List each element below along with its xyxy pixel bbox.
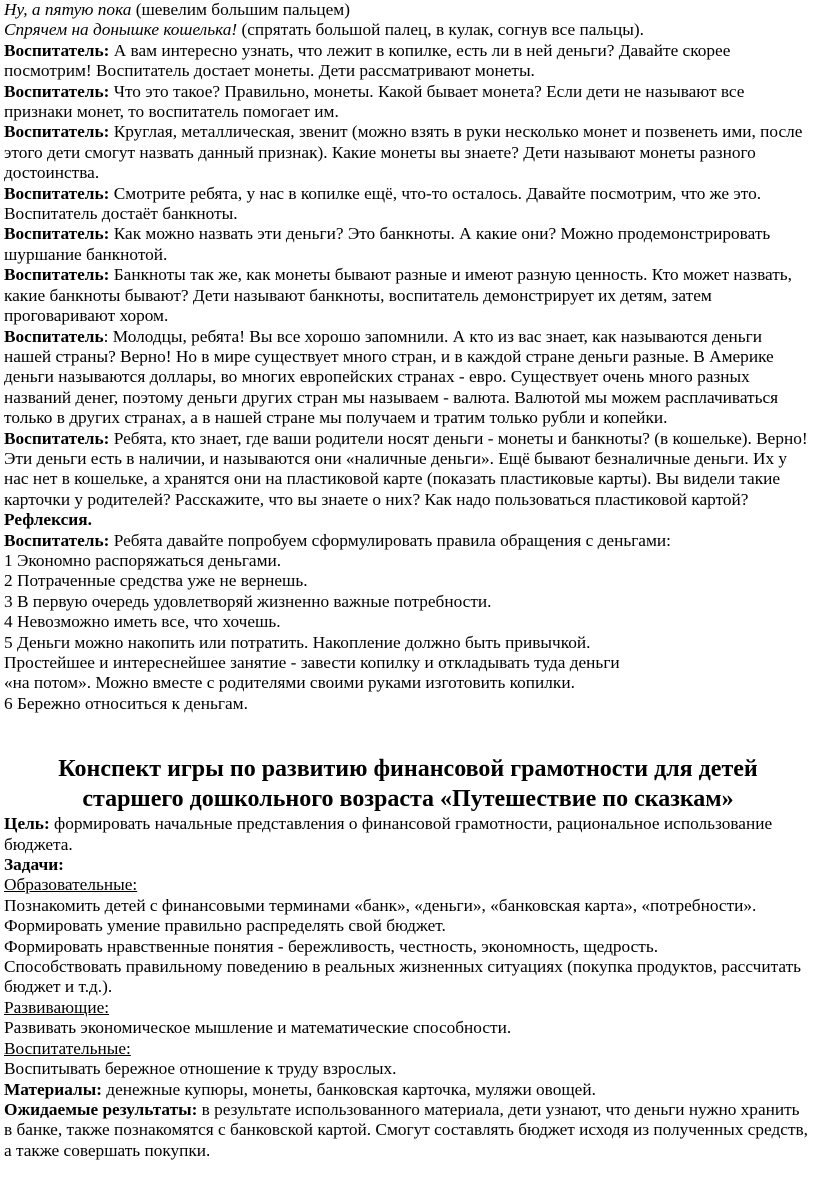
- goal-paragraph: [4, 814, 812, 855]
- educational-item: Способствовать правильному поведению в реальных жизненных ситуациях (покупка продуктов, рассчитать бюджет и т.д.).: [4, 957, 802, 997]
- results-text: в результате использованного материала, дети узнают, что деньги нужно хранить в банке, также познакомятся с банковской картой. Смогут составлять бюджет исходя из полученных средств, а также совершать покупки.: [4, 1099, 808, 1160]
- rule-item: 3 В первую очередь удовлетворяй жизненно важные потребности.: [4, 591, 492, 611]
- tasks-label: Задачи:: [4, 855, 64, 875]
- paragraph-text: Ребята, кто знает, где ваши родители носят деньги - монеты и банкноты? (в кошельке). Верно! Эти деньги есть в наличии, и называются они «наличные деньги». Ещё бывают безналичные деньги. Их у нас нет в кошельке, а хранятся они на пластиковой карте (показать пластиковые карты). Вы видели такие карточки у родителей? Расскажите, что вы знаете о них? Как надо пользоваться пластиковой картой?: [4, 428, 808, 509]
- educational-item: Познакомить детей с финансовыми терминами «банк», «деньги», «банковская карта», «потребности».: [4, 895, 757, 915]
- dialogue-paragraph: [4, 429, 812, 511]
- speaker-label: Воспитатель:: [4, 224, 110, 244]
- goal-text: формировать начальные представления о финансовой грамотности, рациональное использование бюджета.: [4, 814, 773, 854]
- speaker-label: Воспитатель: [4, 326, 104, 346]
- intro-line-2-italic: Спрячем на донышке кошелька!: [4, 20, 238, 40]
- dialogue-paragraph: [4, 122, 812, 183]
- reflection-paragraph: [4, 531, 812, 551]
- paragraph-text: : Молодцы, ребята! Вы все хорошо запомнили. А кто из вас знает, как называются деньги нашей страны? Верно! Но в мире существует много стран, и в каждой стране деньги разные. В Америке деньги называются доллары, во многих европейских странах - евро. Существует очень много разных названий денег, поэтому деньги других стран мы называем - валюта. Валютой мы можем расплачиваться только в других странах, а в нашей стране мы получаем и тратим только рубли и копейки.: [4, 326, 779, 428]
- dialogue-paragraph: [4, 327, 812, 429]
- paragraph-text: Круглая, металлическая, звенит (можно взять в руки несколько монет и позвенеть ими, после этого дети смогут назвать данный признак). Какие монеты вы знаете? Дети называют монеты разного достоинства.: [4, 122, 803, 183]
- goal-label: Цель:: [4, 814, 50, 834]
- results-paragraph: [4, 1100, 812, 1161]
- upbringing-item: Воспитывать бережное отношение к труду взрослых.: [4, 1059, 397, 1079]
- speaker-label: Воспитатель:: [4, 428, 110, 448]
- rule-item: 6 Бережно относиться к деньгам.: [4, 693, 248, 713]
- dialogue-paragraph: [4, 41, 812, 82]
- intro-line-1: [4, 0, 812, 20]
- intro-line-2: [4, 20, 812, 40]
- intro-line-1-rest: (шевелим большим пальцем): [131, 0, 350, 19]
- rule-item: 4 Невозможно иметь все, что хочешь.: [4, 612, 281, 632]
- dialogue-paragraph: [4, 82, 812, 123]
- rule-item: 5 Деньги можно накопить или потратить. Накопление должно быть привычкой.: [4, 632, 591, 652]
- developing-item: Развивать экономическое мышление и математические способности.: [4, 1018, 512, 1038]
- results-label: Ожидаемые результаты:: [4, 1099, 198, 1119]
- paragraph-text: Ребята давайте попробуем сформулировать правила обращения с деньгами:: [109, 530, 671, 550]
- rule-item: «на потом». Можно вместе с родителями своими руками изготовить копилки.: [4, 673, 575, 693]
- intro-line-2-rest: (спрятать большой палец, в кулак, согнув все пальцы).: [237, 20, 644, 40]
- educational-item: Формировать нравственные понятия - бережливость, честность, экономность, щедрость.: [4, 936, 659, 956]
- speaker-label: Воспитатель:: [4, 530, 110, 550]
- title-line-1: Конспект игры по развитию финансовой грамотности для детей: [58, 756, 758, 783]
- speaker-label: Воспитатель:: [4, 265, 110, 285]
- educational-label: Образовательные:: [4, 875, 138, 895]
- paragraph-text: Что это такое? Правильно, монеты. Какой бывает монета? Если дети не называют все признаки монет, то воспитатель помогает им.: [4, 81, 745, 122]
- materials-paragraph: [4, 1080, 812, 1100]
- reflection-heading: Рефлексия.: [4, 510, 92, 530]
- section-spacer: [4, 714, 812, 754]
- speaker-label: Воспитатель:: [4, 122, 110, 142]
- rule-item: 1 Экономно распоряжаться деньгами.: [4, 550, 282, 570]
- materials-text: денежные купюры, монеты, банковская карточка, муляжи овощей.: [101, 1079, 596, 1099]
- materials-label: Материалы:: [4, 1079, 102, 1099]
- rule-item: Простейшее и интереснейшее занятие - завести копилку и откладывать туда деньги: [4, 653, 620, 672]
- intro-line-1-italic: Ну, а пятую пока: [4, 0, 132, 19]
- rule-item: 2 Потраченные средства уже не вернешь.: [4, 571, 308, 591]
- upbringing-label: Воспитательные:: [4, 1038, 131, 1058]
- title-line-2: старшего дошкольного возраста «Путешествие по сказкам»: [82, 786, 734, 813]
- dialogue-paragraph: [4, 184, 812, 225]
- speaker-label: Воспитатель:: [4, 183, 110, 203]
- paragraph-text: Как можно назвать эти деньги? Это банкноты. А какие они? Можно продемонстрировать шуршание банкнотой.: [4, 224, 771, 264]
- paragraph-text: Банкноты так же, как монеты бывают разные и имеют разную ценность. Кто может назвать, какие банкноты бывают? Дети называют банкноты, воспитатель демонстрирует их детям, затем проговаривают хором.: [4, 265, 792, 326]
- dialogue-paragraph: [4, 224, 812, 265]
- speaker-label: Воспитатель:: [4, 81, 110, 101]
- dialogue-paragraph: [4, 265, 812, 326]
- developing-label: Развивающие:: [4, 997, 110, 1017]
- paragraph-text: А вам интересно узнать, что лежит в копилке, есть ли в ней деньги? Давайте скорее посмотрим! Воспитатель достает монеты. Дети рассматривают монеты.: [4, 40, 731, 81]
- document-title: [4, 754, 812, 814]
- educational-item: Формировать умение правильно распределять свой бюджет.: [4, 916, 446, 936]
- paragraph-text: Смотрите ребята, у нас в копилке ещё, что-то осталось. Давайте посмотрим, что же это. Воспитатель достаёт банкноты.: [4, 183, 762, 224]
- speaker-label: Воспитатель:: [4, 40, 110, 60]
